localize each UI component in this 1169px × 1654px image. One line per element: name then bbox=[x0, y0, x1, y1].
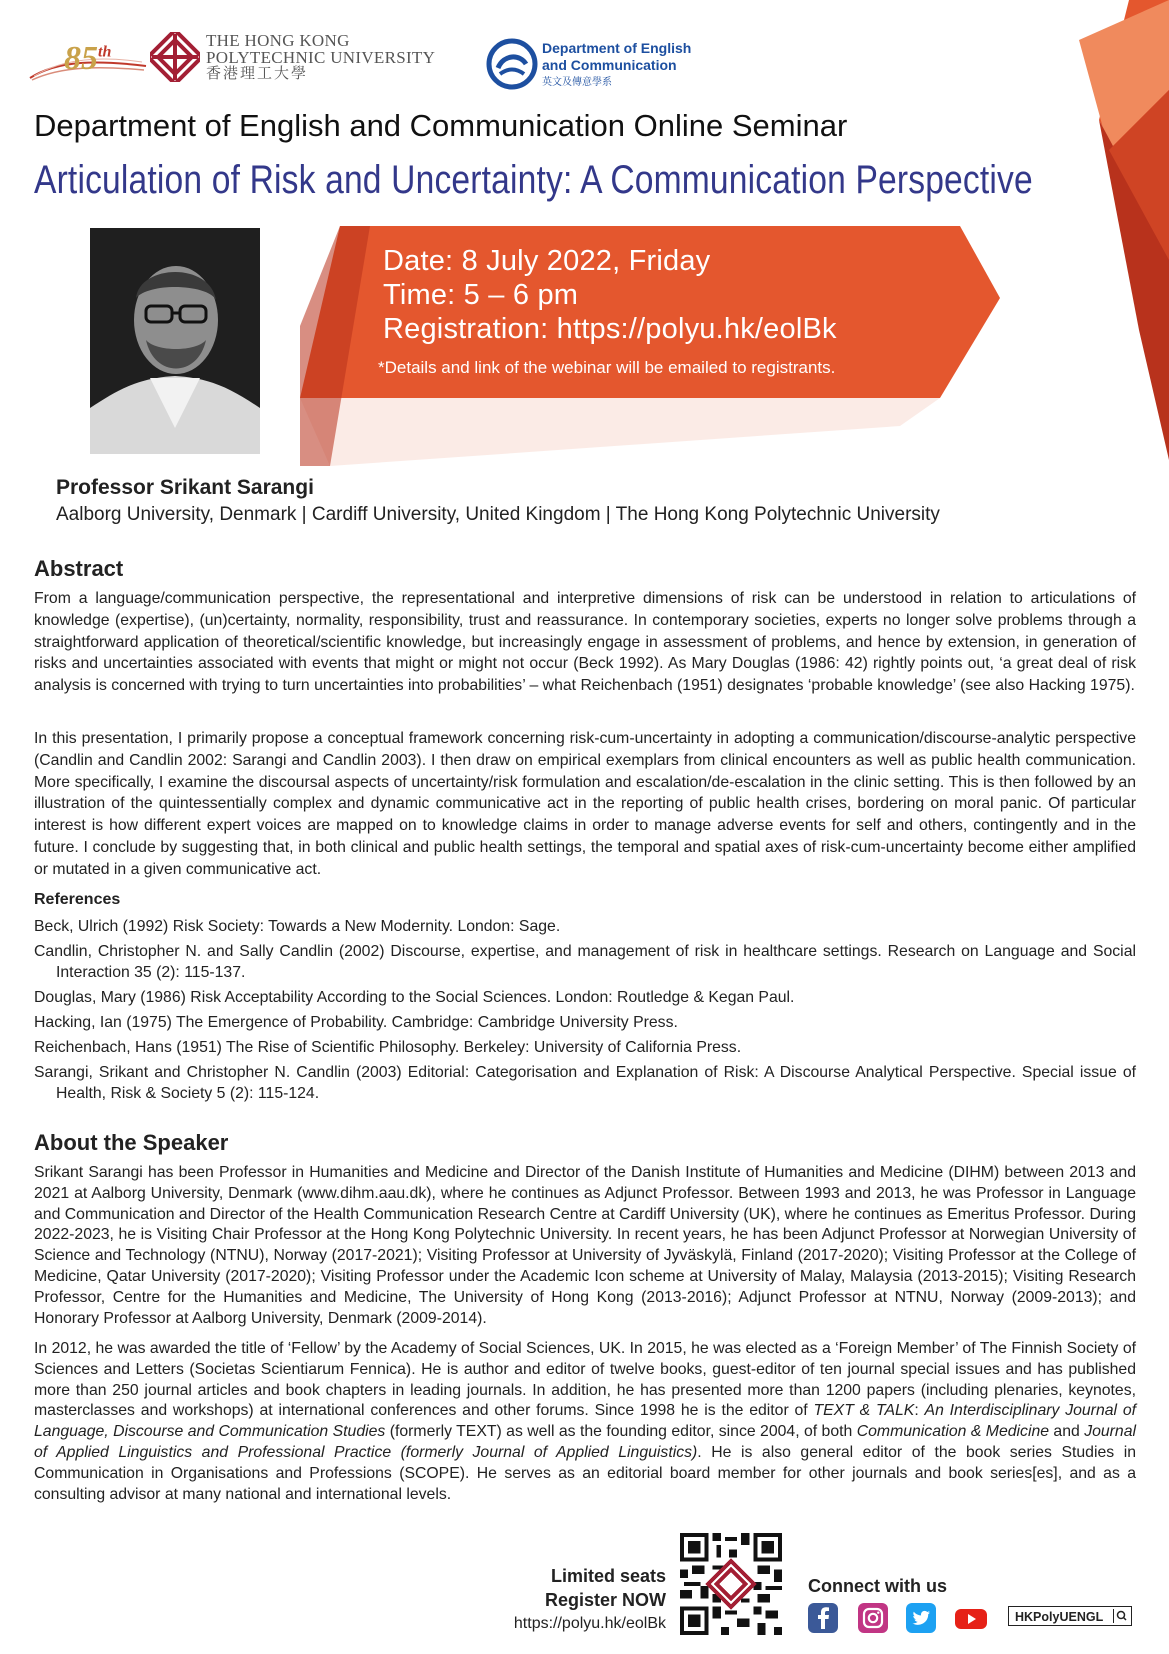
youtube-icon[interactable] bbox=[954, 1603, 988, 1633]
twitter-glyph-icon bbox=[906, 1603, 936, 1633]
reference-item: Hacking, Ian (1975) The Emergence of Probability. Cambridge: Cambridge University Press. bbox=[34, 1014, 678, 1031]
abstract-paragraph-1: From a language/communication perspective, the representational and interpretive dimensions of risk can be understood in relation to articulations of knowledge (expertise), (un)certainty, normality, responsibility, trust and reassurance. In contemporary societies, experts no longer solve problems through a straightforward application of theoretical/scientific knowledge, but increasingly engage in assessment of problems, and hence by extension, in generation of risks and uncertainties associated with events that might or might not occur (Beck 1992). As Mary Douglas (1986: 42) rightly points out, ‘a great deal of risk analysis is concerned with trying to turn uncertainties into probabilities’ – what Reichenbach (1951) designates ‘probable knowledge’ (see also Hacking 1975). bbox=[34, 590, 1136, 695]
speaker-affiliations: Aalborg University, Denmark | Cardiff University, United Kingdom | The Hong Kong Polytechnic University bbox=[56, 504, 940, 525]
department-name-logo: Department of English and Communication 英文及傳意學系 bbox=[542, 40, 692, 88]
facebook-icon[interactable] bbox=[808, 1603, 838, 1633]
youtube-glyph-icon bbox=[954, 1603, 988, 1633]
abstract-paragraph-2: In this presentation, I primarily propose a conceptual framework concerning risk-cum-uncertainty in adopting a communication/discourse-analytic perspective (Candlin and Candlin 2002: Sarangi and Candlin 2003). I then draw on empirical exemplars from clinical encounters as well as public health communication. More specifically, I examine the discoursal aspects of uncertainty/risk formulation and escalation/de-escalation in the clinic setting. This is then followed by an illustration of the quintessentially complex and dynamic communicative act in the reporting of public health crises, bordering on moral panic. Of particular interest is how different expert voices are mapped on to knowledge claims in order to manage adverse events for self and others, contingently and in the future. I conclude by suggesting that, in both clinical and public health settings, the temporal and spatial axes of risk-cum-uncertainty become either amplified or mutated in a given communicative act. bbox=[34, 730, 1136, 878]
polyu-knot-logo bbox=[150, 32, 200, 82]
twitter-icon[interactable] bbox=[906, 1603, 936, 1633]
instagram-icon[interactable] bbox=[858, 1603, 888, 1633]
speaker-photo bbox=[90, 228, 260, 454]
talk-title: Articulation of Risk and Uncertainty: A Communication Perspective bbox=[34, 158, 1033, 202]
social-handle-search[interactable] bbox=[1008, 1606, 1132, 1626]
event-time: Time: 5 – 6 pm bbox=[383, 279, 579, 311]
seminar-heading: Department of English and Communication Online Seminar bbox=[34, 108, 848, 143]
event-date: Date: 8 July 2022, Friday bbox=[383, 245, 711, 277]
instagram-glyph-icon bbox=[858, 1603, 888, 1633]
register-callout bbox=[470, 1564, 666, 1636]
reference-item: Beck, Ulrich (1992) Risk Society: Towards a New Modernity. London: Sage. bbox=[34, 918, 561, 935]
event-note: *Details and link of the webinar will be emailed to registrants. bbox=[378, 358, 836, 377]
search-icon bbox=[1113, 1609, 1128, 1623]
abstract-heading: Abstract bbox=[34, 556, 124, 581]
registration-qr-code[interactable] bbox=[680, 1533, 782, 1635]
reference-item: Reichenbach, Hans (1951) The Rise of Scientific Philosophy. Berkeley: University of California Press. bbox=[34, 1039, 742, 1056]
limited-seats-label: Limited seats bbox=[550, 1566, 666, 1586]
event-details bbox=[383, 244, 837, 346]
connect-with-us-label: Connect with us bbox=[808, 1576, 947, 1596]
speaker-portrait-graphic bbox=[90, 228, 260, 454]
about-paragraph-2: In 2012, he was awarded the title of ‘Fellow’ by the Academy of Social Sciences, UK. In 2015, he was elected as a ‘Foreign Member’ of The Finnish Society of Sciences and Letters (Societas Scientiarum Fennica). He is author and editor of twelve books, guest-editor of ten journal special issues and has published more than 250 journal articles and book chapters in leading journals. In addition, he has presented more than 1200 papers (including plenaries, keynotes, masterclasses and workshops) at international conferences and other forums. Since 1998 he is the editor of TEXT & TALK: An Interdisciplinary Journal of Language, Discourse and Communication Studies (formerly TEXT) as well as the founding editor, since 2004, of both Communication & Medicine and Journal of Applied Linguistics and Professional Practice (formerly Journal of Applied Linguistics). He is also general editor of the book series Studies in Communication in Organisations and Professions (SCOPE). He serves as an editorial board member for other journals and book series[es], and as a consulting advisor at many national and international levels. bbox=[34, 1340, 1137, 1503]
about-paragraph-1: Srikant Sarangi has been Professor in Humanities and Medicine and Director of the Danish Institute of Humanities and Medicine (DIHM) between 2013 and 2021 at Aalborg University, Denmark (www.dihm.aau.dk), where he continues as Adjunct Professor. Between 1993 and 2013, he was Professor in Language and Communication and Director of the Health Communication Research Centre at Cardiff University (UK), where he continues as Emeritus Professor. During 2022-2023, he is Visiting Chair Professor at the Hong Kong Polytechnic University. In recent years, he has been Adjunct Professor at Norwegian University of Science and Technology (NTNU), Norway (2017-2021); Visiting Professor at University of Jyväskylä, Finland (2017-2020); Visiting Professor at the College of Medicine, Qatar University (2017-2020); Visiting Professor under the Academic Icon scheme at University of Malay, Malaysia (2013-2015); Visiting Research Professor, Centre for the Humanities and Medicine, The University of Hong Kong (2013-2016); Adjunct Professor at NTNU, Norway (2009-2013); and Honorary Professor at Aalborg University, Denmark (2009-2014). bbox=[34, 1164, 1136, 1327]
references-list bbox=[34, 916, 1136, 1108]
about-heading: About the Speaker bbox=[34, 1130, 229, 1155]
department-logo bbox=[486, 38, 538, 90]
register-url-link[interactable]: https://polyu.hk/eolBk bbox=[513, 1615, 666, 1632]
reference-item: Candlin, Christopher N. and Sally Candlin (2002) Discourse, expertise, and management of risk in healthcare settings. Research on Language and Social Interaction 35 (2): 115-137. bbox=[34, 943, 1136, 981]
social-handle-label: HKPolyUENGL bbox=[1015, 1610, 1104, 1624]
facebook-glyph-icon bbox=[808, 1603, 838, 1633]
reference-item: Sarangi, Srikant and Christopher N. Candlin (2003) Editorial: Categorisation and Explanation of Risk: A Discourse Analytical Perspective. Special issue of Health, Risk & Society 5 (2): 115-124. bbox=[34, 1064, 1136, 1102]
corner-decoration bbox=[1039, 0, 1169, 460]
references-heading: References bbox=[34, 891, 121, 908]
speaker-name: Professor Srikant Sarangi bbox=[56, 476, 314, 499]
reference-item: Douglas, Mary (1986) Risk Acceptability According to the Social Sciences. London: Routledge & Kegan Paul. bbox=[34, 989, 795, 1006]
polyu-name-logo: THE HONG KONG POLYTECHNIC UNIVERSITY 香港理工大學 bbox=[206, 31, 436, 82]
anniversary-85th-logo: 85th bbox=[64, 40, 112, 77]
event-registration-link[interactable]: Registration: https://polyu.hk/eolBk bbox=[383, 313, 837, 345]
register-now-label: Register NOW bbox=[544, 1590, 666, 1610]
